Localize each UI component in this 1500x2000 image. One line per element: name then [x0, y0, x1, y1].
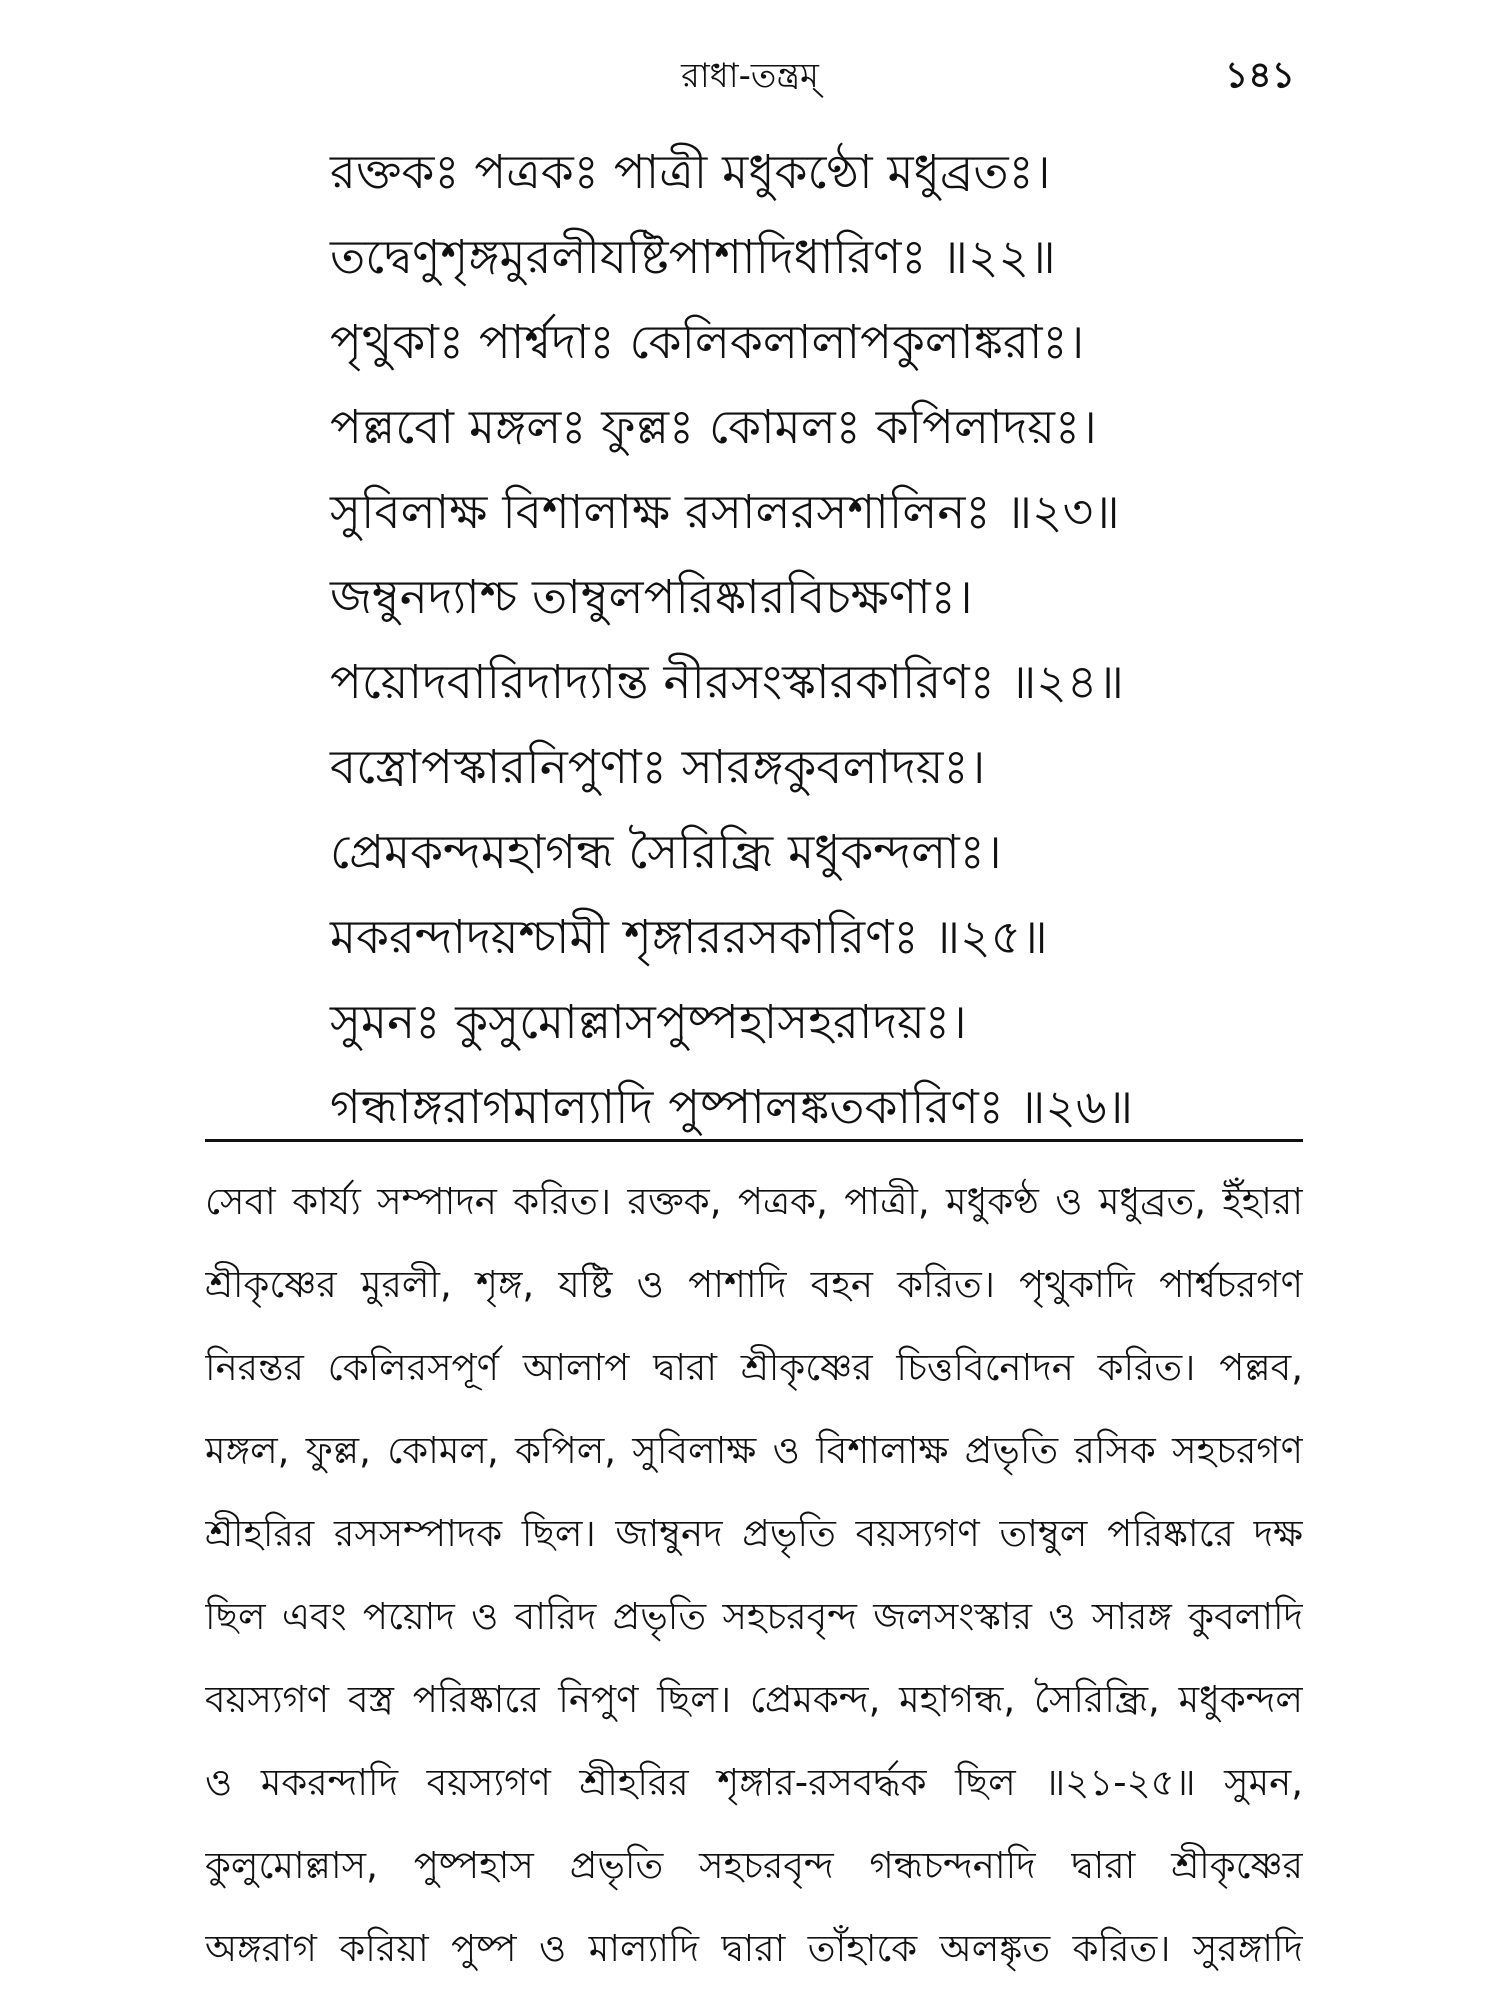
commentary-line: শ্রীকৃষ্ণের মুরলী, শৃঙ্গ, যষ্টি ও পাশাদি বহন করিত। পৃথুকাদি পার্শ্বচরগণ [205, 1263, 1303, 1306]
verse-line: রক্তকঃ পত্রকঃ পাত্রী মধুকণ্ঠো মধুব্রতঃ। [330, 145, 1051, 200]
verse-line: পৃথুকাঃ পার্শ্বদাঃ কেলিকলালাপকুলাঙ্করাঃ। [330, 315, 1085, 370]
commentary-line: ও মকরন্দাদি বয়স্যগণ শ্রীহরির শৃঙ্গার-রসবর্দ্ধক ছিল ॥২১-২৫॥ সুমন, [205, 1761, 1303, 1804]
verse-line: সুমনঃ কুসুমোল্লাসপুষ্পহাসহরাদয়ঃ। [330, 995, 967, 1050]
verse-line: মকরন্দাদয়শ্চামী শৃঙ্গাররসকারিণঃ ॥২৫॥ [330, 910, 1048, 965]
running-head [0, 46, 1500, 106]
verse-line: প্রেমকন্দমহাগন্ধ সৈরিন্ধ্রি মধুকন্দলাঃ। [330, 825, 1002, 880]
verse-line: বস্ত্রোপস্কারনিপুণাঃ সারঙ্গকুবলাদয়ঃ। [330, 740, 986, 795]
commentary-line: মঙ্গল, ফুল্ল, কোমল, কপিল, সুবিলাক্ষ ও বিশালাক্ষ প্রভৃতি রসিক সহচরগণ [205, 1429, 1303, 1472]
verse-line: পল্লবো মঙ্গলঃ ফুল্লঃ কোমলঃ কপিলাদয়ঃ। [330, 400, 1097, 455]
commentary-line: নিরন্তর কেলিরসপূর্ণ আলাপ দ্বারা শ্রীকৃষ্ণের চিত্তবিনোদন করিত। পল্লব, [205, 1346, 1303, 1389]
commentary-line: বয়স্যগণ বস্ত্র পরিষ্কারে নিপুণ ছিল। প্রেমকন্দ, মহাগন্ধ, সৈরিন্ধ্রি, মধুকন্দল [205, 1678, 1303, 1721]
verse-line: পয়োদবারিদাদ্যান্ত নীরসংস্কারকারিণঃ ॥২৪॥ [330, 655, 1124, 710]
page-number: ১৪১ [1224, 55, 1295, 96]
commentary-line: সেবা কার্য্য সম্পাদন করিত। রক্তক, পত্রক, পাত্রী, মধুকণ্ঠ ও মধুব্রত, ইঁহারা [205, 1180, 1303, 1223]
commentary-line: শ্রীহরির রসসম্পাদক ছিল। জাম্বুনদ প্রভৃতি বয়স্যগণ তাম্বুল পরিষ্কারে দক্ষ [205, 1512, 1303, 1555]
running-title: রাধা-তন্ত্রম্ [681, 56, 819, 96]
verse-line: গন্ধাঙ্গরাগমাল্যাদি পুষ্পালঙ্কতকারিণঃ ॥২৬॥ [330, 1080, 1134, 1135]
commentary-line: ছিল এবং পয়োদ ও বারিদ প্রভৃতি সহচরবৃন্দ জলসংস্কার ও সারঙ্গ কুবলাদি [205, 1595, 1303, 1638]
commentary-block [205, 1160, 1303, 1990]
verse-block [330, 130, 1380, 1150]
commentary-line: অঙ্গরাগ করিয়া পুষ্প ও মাল্যাদি দ্বারা তাঁহাকে অলঙ্কৃত করিত। সুরঙ্গাদি [205, 1927, 1303, 1970]
verse-line: সুবিলাক্ষ বিশালাক্ষ রসালরসশালিনঃ ॥২৩॥ [330, 485, 1120, 540]
verse-line: তদ্বেণুশৃঙ্গমুরলীযষ্টিপাশাদিধারিণঃ ॥২২॥ [330, 230, 1056, 285]
commentary-line: কুলুমোল্লাস, পুষ্পহাস প্রভৃতি সহচরবৃন্দ গন্ধচন্দনাদি দ্বারা শ্রীকৃষ্ণের [205, 1844, 1303, 1887]
verse-line: জম্বুনদ্যাশ্চ তাম্বুলপরিষ্কারবিচক্ষণাঃ। [330, 570, 973, 625]
section-divider [205, 1139, 1303, 1142]
